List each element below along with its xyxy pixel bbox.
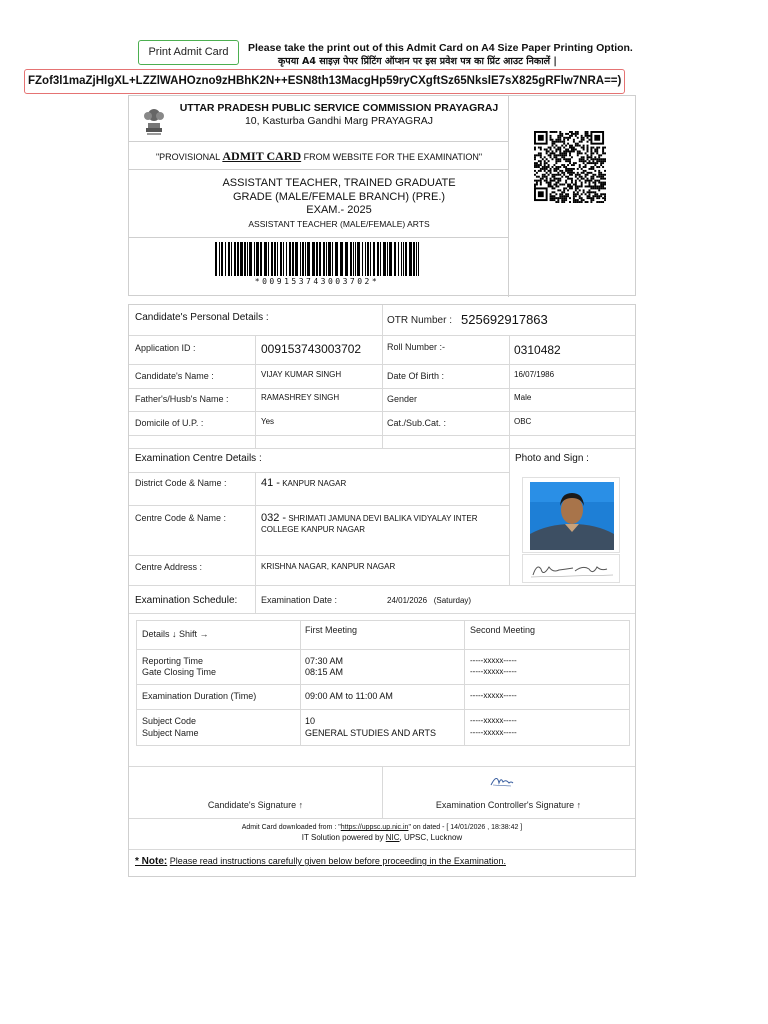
subject-name-label: Subject Name [142,728,199,738]
download-line [129,823,635,833]
centre-name: SHRIMATI JAMUNA DEVI BALIKA VIDYALAY INTER COLLEGE KANPUR NAGAR [261,514,478,534]
download-suffix: " on dated - [ 14/01/2026 , 18:38:42 ] [408,824,523,831]
centre-code: 032 - [261,512,287,524]
print-notice-english: Please take the print out of this Admit Card on A4 Size Paper Printing Option. [248,42,633,54]
district-name: KANPUR NAGAR [282,479,347,488]
father-name-value: RAMASHREY SINGH [261,393,340,402]
gate-closing-value: 08:15 AM [305,667,344,677]
exam-subject: ASSISTANT TEACHER (MALE/FEMALE) ARTS [248,218,430,229]
second-subject-name-placeholder: -----xxxxx----- [470,728,517,737]
candidate-signature-image [522,554,620,583]
centre-value [261,513,501,535]
dob-value: 16/07/1986 [514,370,555,379]
dob-label: Date Of Birth : [387,371,445,381]
application-id-label: Application ID : [135,343,196,353]
reporting-time-value: 07:30 AM [305,656,344,666]
duration-value: 09:00 AM to 11:00 AM [305,691,393,701]
exam-date-value [387,596,471,605]
otr-label: OTR Number : [387,315,453,326]
subject-code-value: 10 [305,716,316,726]
organization-name: UTTAR PRADESH PUBLIC SERVICE COMMISSION PRAYAGRAJ [179,102,499,114]
note-text: Please read instructions carefully given below before proceeding in the Examination. [169,856,506,866]
details-shift-header: Details ↓ Shift → [142,629,209,639]
organization-block [129,96,509,142]
subject-code-label: Subject Code [142,716,197,726]
controller-signature-icon [489,771,515,789]
print-notice [248,41,648,69]
download-url-link[interactable]: https://uppsc.up.nic.in [340,824,409,831]
subject-name-value: GENERAL STUDIES AND ARTS [305,728,437,738]
district-label: District Code & Name : [135,478,227,488]
national-emblem-icon [136,101,172,137]
category-label: Cat./Sub.Cat. : [387,418,447,428]
gender-label: Gender [387,394,418,404]
second-duration-placeholder: -----xxxxx----- [470,691,517,700]
exam-date-label: Examination Date : [261,595,338,605]
personal-details-title: Candidate's Personal Details : [135,312,269,323]
candidate-photo-icon [523,478,621,554]
barcode-text: *009153743003702* [254,277,380,286]
gate-closing-label: Gate Closing Time [142,667,217,677]
exam-title-line1: ASSISTANT TEACHER, TRAINED GRADUATE [222,177,456,189]
duration-label: Examination Duration (Time) [142,691,257,701]
second-gate-placeholder: -----xxxxx----- [470,667,517,676]
candidate-name-value: VIJAY KUMAR SINGH [261,370,342,379]
it-suffix: , UPSC, Lucknow [399,833,463,842]
note-line [135,856,506,867]
district-code: 41 - [261,477,280,489]
centre-label: Centre Code & Name : [135,513,227,523]
print-notice-hindi: कृपया A4 साइज़ पेपर प्रिंटिंग ऑप्शन पर इस प्रवेश पत्र का प्रिंट आउट निकालें | [278,56,557,67]
qr-code-icon [533,131,607,203]
exam-schedule-title: Examination Schedule: [135,595,238,606]
provisional-line [129,142,509,170]
barcode-block [129,238,509,296]
provisional-suffix: FROM WEBSITE FOR THE EXAMINATION" [303,152,483,162]
exam-day: (Saturday) [433,596,472,605]
admit-card-details [128,304,636,877]
exam-title-block [129,170,509,238]
father-name-label: Father's/Husb's Name : [135,394,229,404]
it-prefix: IT Solution powered by [301,833,384,842]
candidate-signature-label: Candidate's Signature ↑ [207,800,304,810]
centre-details-title: Examination Centre Details : [135,453,262,464]
second-meeting-header: Second Meeting [470,625,536,635]
second-subject-code-placeholder: -----xxxxx----- [470,716,517,725]
roll-number-label: Roll Number :- [387,342,446,352]
print-admit-card-button[interactable]: Print Admit Card [138,40,239,65]
candidate-name-label: Candidate's Name : [135,371,214,381]
exam-title-line3: EXAM.- 2025 [306,204,372,216]
domicile-value: Yes [261,417,275,426]
roll-number-value: 0310482 [514,343,561,357]
barcode-icon [215,242,419,276]
schedule-table [136,620,630,746]
district-value [261,477,346,489]
gender-value: Male [514,393,532,402]
nic-link[interactable]: NIC [385,833,400,842]
centre-address-label: Centre Address : [135,562,203,572]
exam-title-line2: GRADE (MALE/FEMALE BRANCH) (PRE.) [232,190,446,203]
exam-date: 24/01/2026 [387,596,428,605]
signature-scribble-icon [523,555,621,584]
category-value: OBC [514,417,532,426]
candidate-photo [522,477,620,553]
provisional-prefix: "PROVISIONAL [155,152,220,162]
reporting-time-label: Reporting Time [142,656,204,666]
photo-sign-title: Photo and Sign : [515,453,589,464]
it-solution-line [129,833,635,843]
note-label: * Note: [135,856,168,867]
admit-card-title: ADMIT CARD [222,149,302,163]
encrypted-token-field[interactable]: FZof3l1maZjHlgXL+LZZlWAHOzno9zHBhK2N++ESN8th13MacgHp59ryCXgftSz65NkslE7sX825gRFlw7NRA==) [24,69,625,94]
first-meeting-header: First Meeting [305,625,358,635]
otr-value: 525692917863 [461,312,548,327]
admit-card-header [128,95,636,296]
download-info [129,823,635,843]
download-prefix: Admit Card downloaded from : " [241,824,341,831]
header-left-panel [129,96,509,297]
organization-address: 10, Kasturba Gandhi Marg PRAYAGRAJ [244,115,434,127]
application-id-value: 009153743003702 [261,342,362,356]
centre-address-value: KRISHNA NAGAR, KANPUR NAGAR [261,562,396,571]
domicile-label: Domicile of U.P. : [135,418,204,428]
second-reporting-placeholder: -----xxxxx----- [470,656,517,665]
controller-signature-label: Examination Controller's Signature ↑ [435,800,582,810]
